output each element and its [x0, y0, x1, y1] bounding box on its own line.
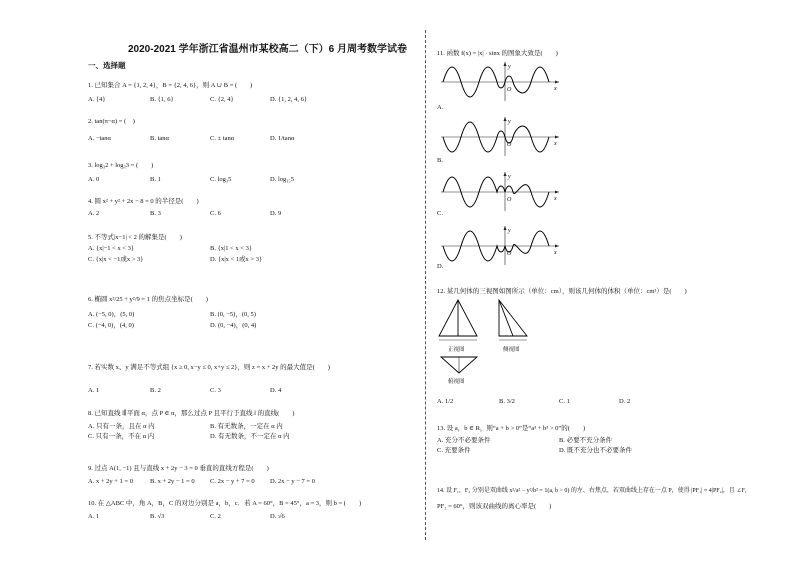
question-10: 10. 在 △ABC 中，角 A，B，C 的对边分别是 a，b，c．若 A = 60°，B = 45°，a = 3，则 b = ( )	[88, 500, 362, 507]
q2-option-a: A. −tanα	[88, 135, 111, 142]
q8-option-c: C. 只有一条，不在 α 内	[88, 433, 155, 440]
svg-text:x: x	[554, 86, 557, 92]
section-heading: 一、选择题	[88, 61, 126, 70]
q3-option-b: B. 1	[150, 176, 161, 183]
q5-option-d: D. {x|x < 1或x > 3}	[210, 256, 263, 263]
side-view-figure	[495, 298, 531, 342]
q6-option-b: B. (0, −5)，(0, 5)	[210, 311, 256, 318]
q11-graph-a	[441, 60, 561, 102]
q11-label-a: A.	[437, 104, 444, 111]
question-13: 13. 设 a，b ∈ R，则“a + b > 0”是“a³ + b³ > 0”的( )	[437, 425, 586, 432]
question-9: 9. 过点 A(1, −1) 且与直线 x + 2y − 3 = 0 垂直的直线方程是( )	[88, 465, 269, 472]
svg-text:O: O	[507, 142, 512, 148]
q10-option-b: B. √3	[150, 513, 165, 520]
question-1: 1. 已知集合 A = {1, 2, 4}，B = {2, 4, 6}，则 A ∪ B = ( )	[88, 82, 253, 89]
q9-option-a: A. x + 2y + 1 = 0	[88, 478, 133, 485]
q7-option-c: C. 3	[210, 387, 221, 394]
q13-option-c: C. 充要条件	[437, 447, 471, 454]
question-11: 11. 函数 f(x) = |x| · sinx 的图象大致是( )	[437, 50, 558, 57]
svg-text:O: O	[507, 251, 512, 257]
q3-option-a: A. 0	[88, 176, 100, 183]
front-view-label: 正视图	[448, 347, 465, 353]
q9-option-c: C. 2x − y + 7 = 0	[210, 478, 255, 485]
svg-text:x: x	[554, 250, 557, 256]
svg-text:x: x	[554, 196, 557, 202]
svg-text:y: y	[508, 119, 511, 125]
q5-option-a: A. {x|−1 < x < 3}	[88, 245, 134, 252]
q11-label-d: D.	[437, 263, 444, 270]
q4-option-a: A. 2	[88, 210, 100, 217]
question-5: 5. 不等式|x−1| < 2 的解集是( )	[88, 234, 182, 241]
svg-text:O: O	[507, 197, 512, 203]
question-8: 8. 已知直线 l∥平面 α，点 P ∈ α，那么过点 P 且平行于直线 l 的直线( )	[88, 410, 295, 417]
q7-option-b: B. 2	[150, 387, 161, 394]
q1-option-a: A. {4}	[88, 96, 106, 103]
q6-option-a: A. (−5, 0)，(5, 0)	[88, 311, 135, 318]
question-4: 4. 圆 x² + y² + 2x − 8 = 0 的半径是( )	[88, 198, 199, 205]
q8-option-a: A. 只有一条，且在 α 内	[88, 423, 155, 430]
q12-option-c: C. 1	[559, 398, 570, 405]
q8-option-d: D. 有无数条，不一定在 α 内	[210, 433, 290, 440]
q10-option-a: A. 1	[88, 513, 100, 520]
svg-text:x: x	[554, 141, 557, 147]
q4-option-b: B. 3	[150, 210, 161, 217]
question-6: 6. 椭圆 x²/25 + y²/9 = 1 的焦点坐标是( )	[88, 296, 208, 303]
question-7: 7. 若实数 x、y 满足不等式组 {x ≥ 0, x−y ≤ 0, x+y ≤ 2}，则 z = x + 2y 的最大值是( )	[88, 364, 330, 371]
q4-option-d: D. 9	[270, 210, 282, 217]
q1-option-b: B. {1, 6}	[150, 96, 174, 103]
q6-option-d: D. (0, −4)，(0, 4)	[210, 322, 257, 329]
question-12: 12. 某几何体的三视图如图所示（单位：cm），则该几何体的体积（单位：cm³）是( )	[437, 288, 687, 295]
q13-option-b: B. 必要不充分条件	[559, 437, 613, 444]
q7-option-a: A. 1	[88, 387, 100, 394]
binding-line	[425, 30, 426, 540]
q9-option-b: B. x + 2y − 1 = 0	[150, 478, 195, 485]
svg-text:O: O	[507, 87, 512, 93]
question-2: 2. tan(π−α) = ( )	[88, 118, 135, 125]
q6-option-c: C. (−4, 0)，(4, 0)	[88, 322, 134, 329]
q11-graph-b	[441, 115, 561, 157]
q2-option-b: B. tanα	[150, 135, 169, 142]
q10-option-c: C. 2	[210, 513, 221, 520]
svg-text:y: y	[508, 64, 511, 70]
question-14-line-2: PF₂ = 60°，则该双曲线的离心率是( )	[437, 503, 552, 510]
q3-option-c: C. log₃5	[210, 176, 232, 183]
q12-option-b: B. 3/2	[499, 398, 515, 405]
q11-graph-d	[441, 224, 561, 266]
svg-text:y: y	[508, 228, 511, 234]
q3-option-d: D. log₁₅5	[270, 176, 295, 183]
side-view-label: 侧视图	[503, 347, 520, 353]
top-view-label: 俯视图	[448, 379, 465, 385]
svg-text:y: y	[508, 174, 511, 180]
question-3: 3. log₃2 + log₃3 = ( )	[88, 162, 154, 169]
q9-option-d: D. 2x − y − 7 = 0	[270, 478, 315, 485]
q13-option-d: D. 既不充分也不必要条件	[559, 447, 632, 454]
q10-option-d: D. √6	[270, 513, 285, 520]
front-view-figure	[437, 298, 479, 342]
q11-label-b: B.	[437, 157, 443, 164]
question-14-line-1: 14. 设 F₁，F₂ 分别是双曲线 x²/a² − y²/b² = 1(a, b > 0) 的左、右焦点，若双曲线上存在一点 P，使得 |PF₁| = 4|PF₂|，且 ∠F₁	[437, 488, 747, 494]
q11-graph-c	[441, 170, 561, 212]
q8-option-b: B. 有无数条，一定在 α 内	[210, 423, 283, 430]
q2-option-d: D. 1/tanα	[270, 135, 295, 142]
q5-option-c: C. {x|x < −1或x > 3}	[88, 256, 144, 263]
exam-title: 2020-2021 学年浙江省温州市某校高二（下）6 月周考数学试卷	[128, 44, 407, 55]
q13-option-a: A. 充分不必要条件	[437, 437, 491, 444]
q1-option-c: C. {2, 4}	[210, 96, 234, 103]
q2-option-c: C. ± tanα	[210, 135, 235, 142]
q12-option-a: A. 1/2	[437, 398, 454, 405]
q4-option-c: C. 6	[210, 210, 221, 217]
q5-option-b: B. {x|1 < x < 3}	[210, 245, 252, 252]
q7-option-d: D. 4	[270, 387, 282, 394]
q12-option-d: D. 2	[619, 398, 631, 405]
top-view-figure	[439, 355, 479, 375]
q1-option-d: D. {1, 2, 4, 6}	[270, 96, 307, 103]
q11-label-c: C.	[437, 210, 443, 217]
